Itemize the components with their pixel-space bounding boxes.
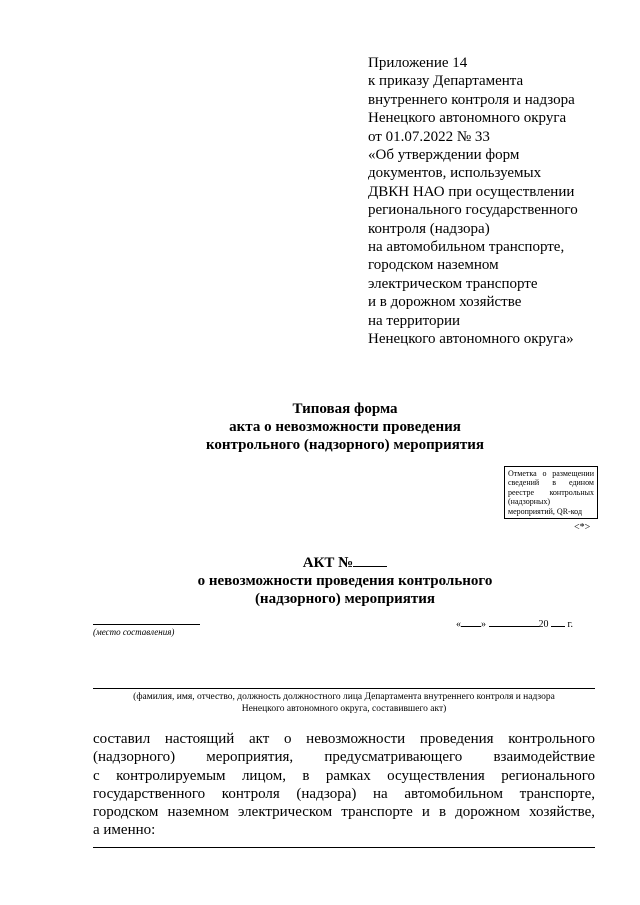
- body-line: с контролируемым лицом, в рамках осуществления регионального: [93, 767, 595, 784]
- appendix-line: городском наземном: [368, 257, 499, 274]
- appendix-line: регионального государственного: [368, 202, 578, 219]
- body-line: городском наземном электрическом транспорте и в дорожном хозяйстве,: [93, 804, 595, 821]
- appendix-line: Приложение 14: [368, 55, 468, 71]
- act-title-line: о невозможности проведения контрольного: [197, 573, 493, 589]
- appendix-line: от 01.07.2022 № 33: [368, 128, 490, 145]
- year-prefix: 20: [538, 619, 549, 630]
- appendix-line: электрическом транспорте: [368, 275, 538, 292]
- date-open-quote: «: [456, 619, 461, 630]
- body-line: составил настоящий акт о невозможности проведения контрольного: [93, 731, 595, 747]
- appendix-line: Ненецкого автономного округа»: [368, 331, 574, 348]
- appendix-line: на территории: [368, 312, 461, 329]
- body-line: а именно:: [93, 822, 156, 839]
- body-line: государственного контроля (надзора) на автомобильном транспорте,: [93, 785, 595, 802]
- date-close-quote: »: [481, 619, 486, 630]
- appendix-line: «Об утверждении форм: [368, 147, 520, 164]
- appendix-line: документов, используемых: [368, 165, 542, 182]
- body-line: (надзорного) мероприятия, предусматривающего взаимодействие: [93, 749, 595, 766]
- place-field[interactable]: [93, 624, 200, 625]
- year-field[interactable]: [551, 617, 565, 627]
- year-suffix: г.: [567, 619, 573, 630]
- footnote-mark: <*>: [574, 522, 591, 533]
- appendix-header: [368, 54, 618, 349]
- appendix-line: на автомобильном транспорте,: [368, 239, 565, 256]
- details-field[interactable]: [93, 847, 595, 848]
- registry-stamp-box: [504, 466, 598, 519]
- official-field[interactable]: [93, 688, 595, 689]
- month-field[interactable]: [489, 617, 539, 627]
- act-number-label: АКТ №: [302, 555, 354, 571]
- appendix-line: Ненецкого автономного округа: [368, 110, 567, 127]
- official-label-line: (фамилия, имя, отчество, должность должностного лица Департамента внутреннего контроля и надзора: [133, 692, 555, 702]
- act-number-heading: [90, 553, 600, 572]
- form-title: [90, 400, 600, 454]
- day-field[interactable]: [461, 617, 481, 627]
- appendix-line: ДВКН НАО при осуществлении: [368, 183, 575, 200]
- act-title: [90, 553, 600, 608]
- appendix-line: к приказу Департамента: [368, 73, 524, 90]
- registry-stamp-text: Отметка о размещении сведений в едином реестре контрольных (надзорных) мероприятий, QR-код: [508, 469, 594, 516]
- appendix-line: контроля (надзора): [368, 220, 490, 237]
- body-paragraph: [93, 730, 595, 840]
- official-label: [93, 691, 595, 715]
- act-number-field[interactable]: [353, 553, 387, 567]
- appendix-line: и в дорожном хозяйстве: [368, 294, 522, 311]
- appendix-line: внутреннего контроля и надзора: [368, 91, 575, 108]
- place-label: (место составления): [93, 627, 175, 637]
- form-title-line: контрольного (надзорного) мероприятия: [205, 437, 485, 453]
- date-field: [456, 617, 573, 630]
- act-title-line: (надзорного) мероприятия: [254, 591, 436, 607]
- official-label-line: Ненецкого автономного округа, составившего акт): [241, 704, 447, 714]
- form-title-line: акта о невозможности проведения: [229, 419, 461, 435]
- form-title-line: Типовая форма: [292, 401, 398, 417]
